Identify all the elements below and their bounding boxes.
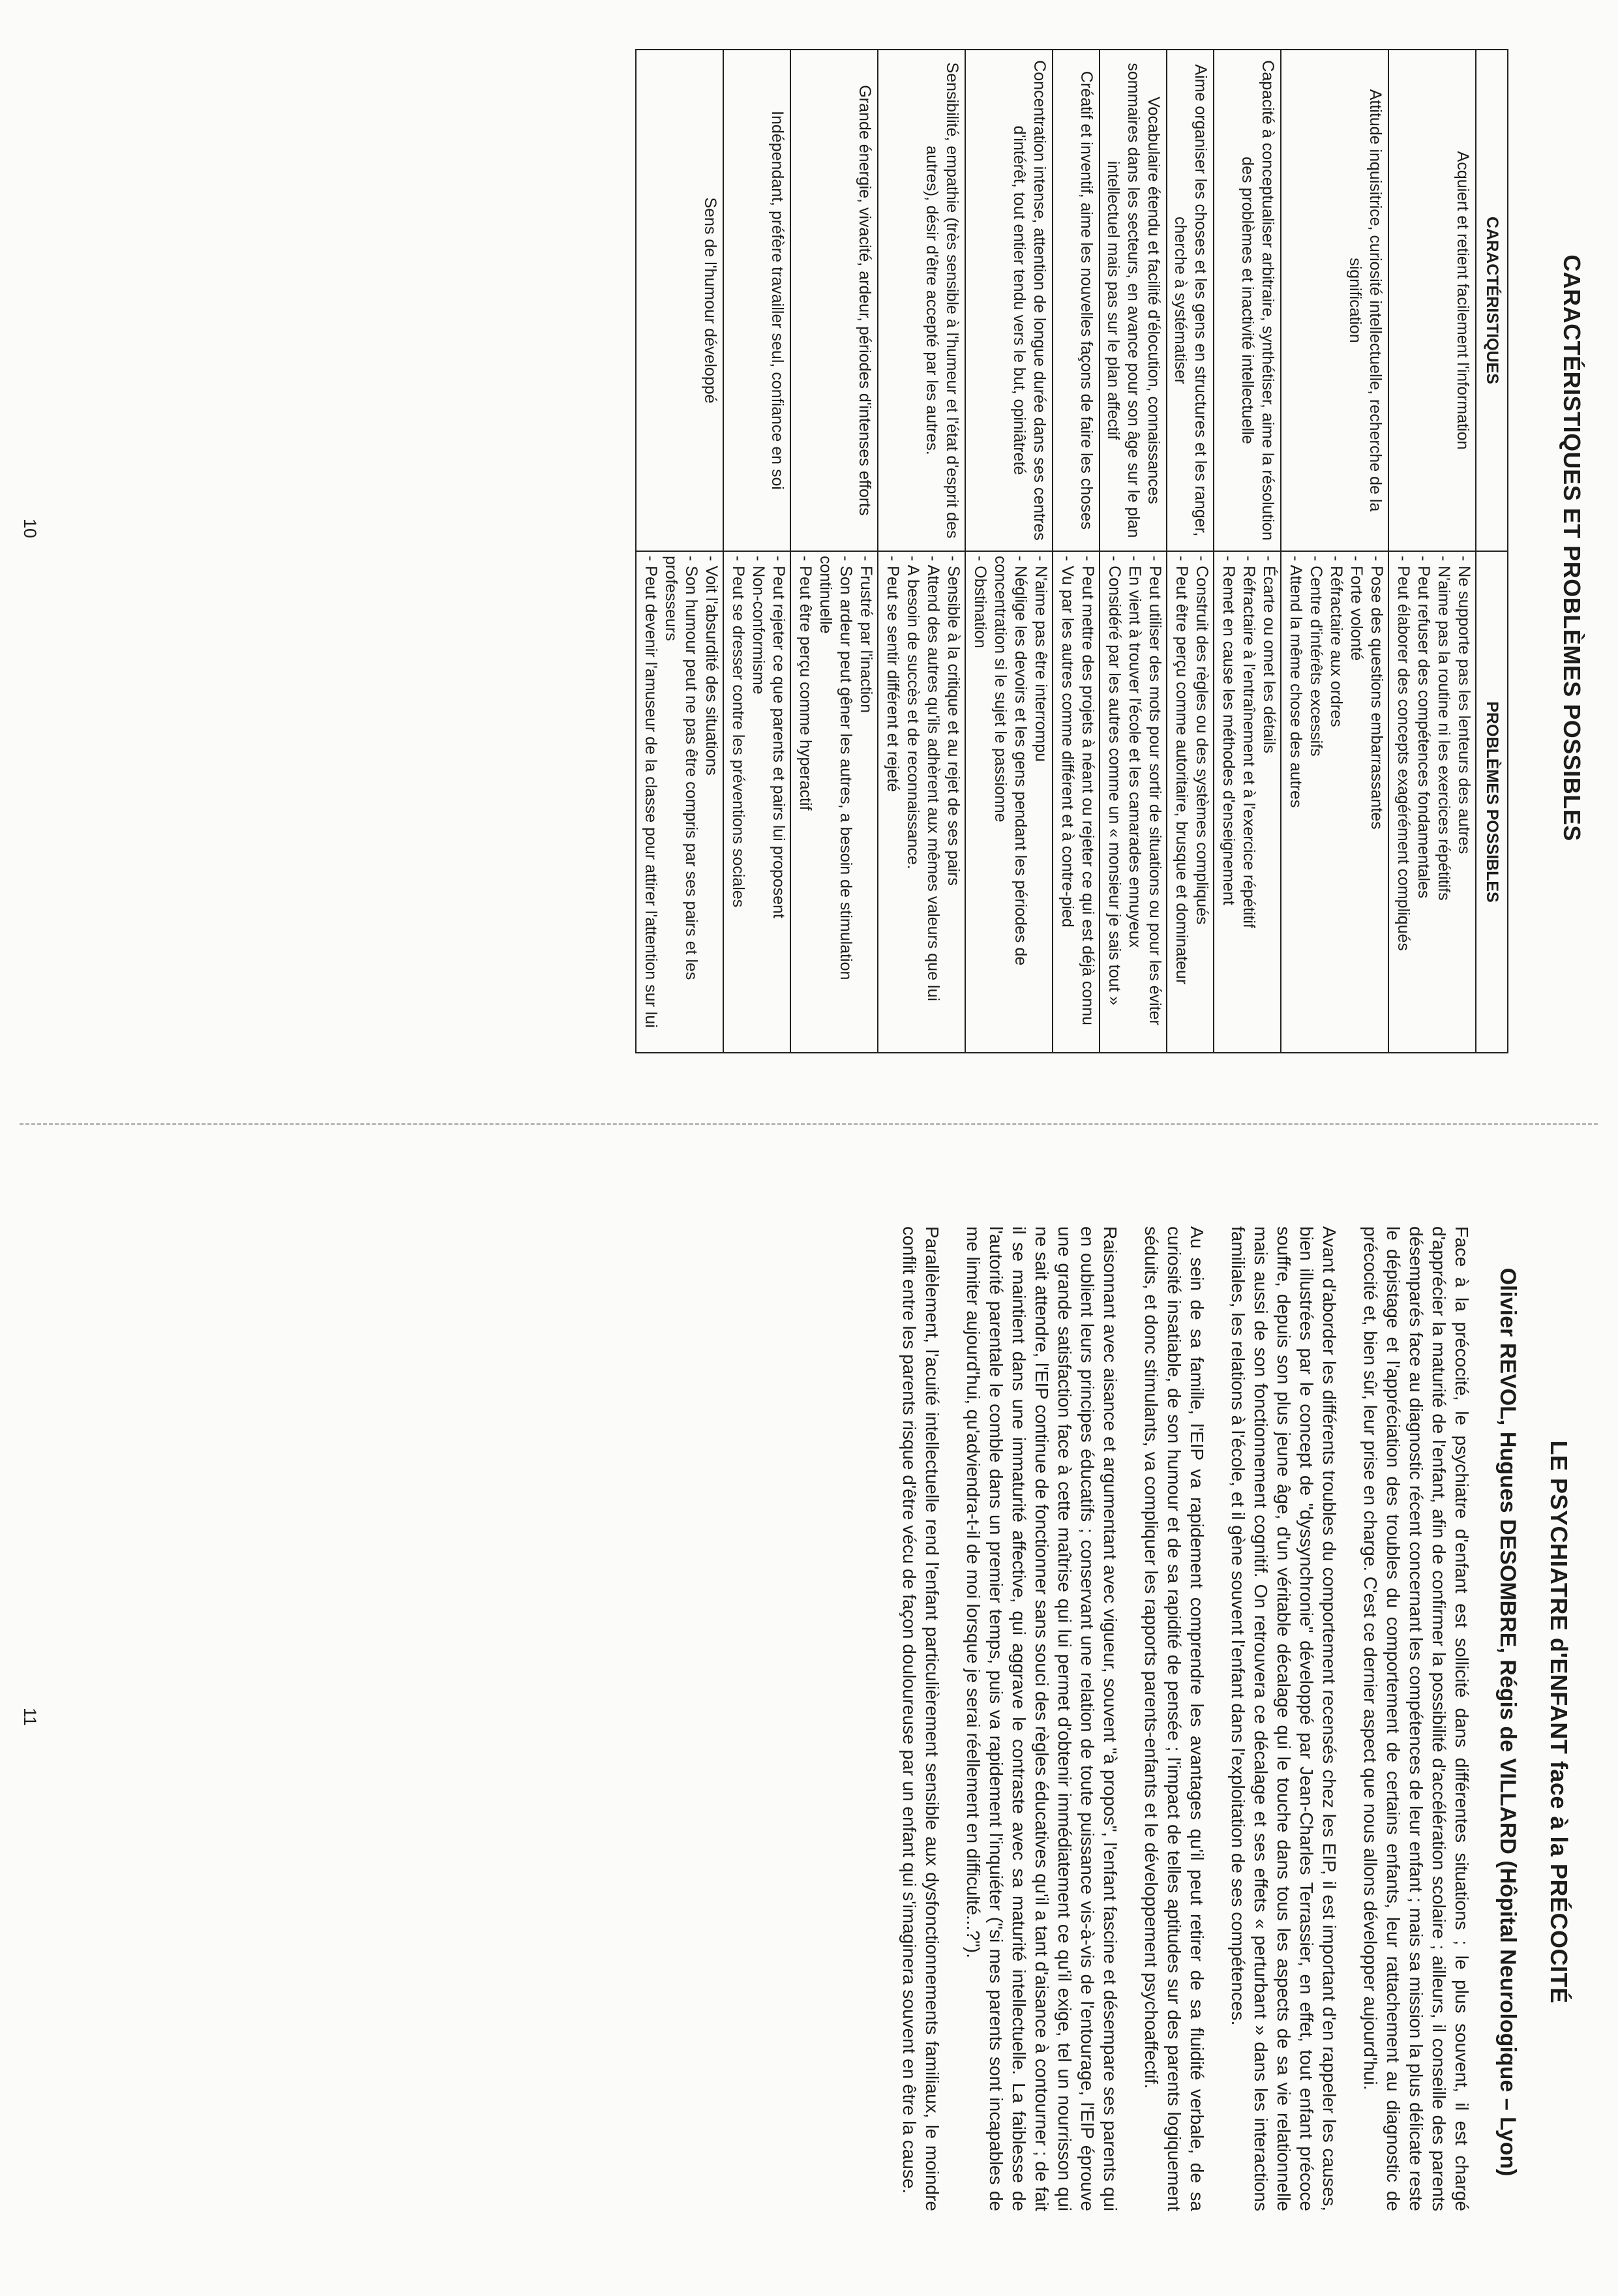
problem-item: - Considéré par les autres comme un « monsieur je sais tout » bbox=[1105, 556, 1124, 1006]
problem-item: - Réfractaire aux ordres bbox=[1327, 556, 1345, 727]
characteristic-cell: Indépendant, préfère travailler seul, confiance en soi bbox=[723, 50, 790, 551]
problem-item: - Peut rejeter ce que parents et pairs lui proposent bbox=[770, 556, 788, 918]
article-paragraph: Au sein de sa famille, l'EIP va rapidement comprendre les avantages qu'il peut retirer de sa fluidité verbale, de sa curiosité insatiable, de son humour et de sa rapidité de pensée ; l'impact de telles aptitudes sur des parents logiquement séduits, et donc stimulants, va compliquer les rapports parents-enfants et le développement psychoaffectif. bbox=[1141, 1226, 1207, 2211]
table-row bbox=[878, 50, 965, 1053]
problem-item: - Écarte ou omet les détails bbox=[1260, 556, 1278, 753]
article-body bbox=[880, 1226, 1473, 2211]
table-row bbox=[1388, 50, 1476, 1053]
article-title: LE PSYCHIATRE d'ENFANT face à la PRÉCOCITÉ bbox=[1546, 1440, 1572, 2004]
problem-item: - Peut utiliser des mots pour sortir de situations ou pour les éviter bbox=[1146, 556, 1164, 1025]
problem-item: - Peut devenir l'amuseur de la classe pour attirer l'attention sur lui bbox=[642, 556, 660, 1028]
article-authors: Olivier REVOL, Hugues DESOMBRE, Régis de VILLARD (Hôpital Neurologique – Lyon) bbox=[1495, 1267, 1520, 2177]
problem-item: - A besoin de succès et de reconnaissance. bbox=[904, 556, 922, 869]
problem-item: - Réfractaire à l'entraînement et à l'exercice répétitif bbox=[1240, 556, 1258, 928]
problems-cell bbox=[1167, 551, 1214, 1053]
characteristic-cell: Capacité à conceptualiser arbitraire, synthétiser, aime la résolution des problèmes et inactivité intellectuelle bbox=[1214, 50, 1281, 551]
problem-item: - Peut refuser des compétences fondamentales bbox=[1415, 556, 1433, 899]
problem-item: - Peut se dresser contre les préventions sociales bbox=[729, 556, 747, 908]
problem-item: - Peut se sentir différent et rejeté bbox=[884, 556, 902, 793]
characteristic-cell: Créatif et inventif, aime les nouvelles façons de faire les choses bbox=[1053, 50, 1100, 551]
page-11 bbox=[0, 1148, 1618, 2296]
problem-item: - N'aime pas la routine ni les exercices répétitifs bbox=[1435, 556, 1453, 901]
page-number-11: 11 bbox=[20, 1708, 40, 1727]
problems-cell bbox=[878, 551, 965, 1053]
table-row bbox=[1167, 50, 1214, 1053]
problems-cell bbox=[1100, 551, 1167, 1053]
characteristic-cell: Sens de l'humour développé bbox=[636, 50, 723, 551]
problem-item: - Son humour peut ne pas être compris par ses pairs et les professeurs bbox=[662, 556, 700, 980]
problem-item: - Peut être perçu comme hyperactif bbox=[796, 556, 815, 811]
table-row bbox=[1214, 50, 1281, 1053]
problems-cell bbox=[1388, 551, 1476, 1053]
problem-item: - Peut élaborer des concepts exagérément compliqués bbox=[1394, 556, 1413, 951]
problems-cell bbox=[723, 551, 790, 1053]
problems-cell bbox=[636, 551, 723, 1053]
problems-cell bbox=[1281, 551, 1388, 1053]
characteristic-cell: Grande énergie, vivacité, ardeur, périodes d'intenses efforts bbox=[790, 50, 878, 551]
table-title: CARACTÉRISTIQUES ET PROBLÈMES POSSIBLES bbox=[1559, 254, 1585, 841]
article-paragraph: Avant d'aborder les différents troubles du comportement recensés chez les EIP, il est important d'en rappeler les causes, bien illustrées par le concept de "dyssynchronie" développé par Jean-Charles Terrassier, en effet, tout enfant précoce souffre, depuis son plus jeune âge, d'un véritable décalage qui le touche dans tous les aspects de sa vie relationnelle mais aussi de son fonctionnement cognitif. On retrouvera ce décalage et ses effets « perturbant » dans les interactions familiales, les relations à l'école, et il gène souvent l'enfant dans l'exploitation de ses compétences. bbox=[1228, 1226, 1340, 2211]
header-characteristics: CARACTÉRISTIQUES bbox=[1476, 50, 1508, 551]
table-row bbox=[1100, 50, 1167, 1053]
problems-cell bbox=[790, 551, 878, 1053]
problems-cell bbox=[1053, 551, 1100, 1053]
problem-item: - Peut être perçu comme autoritaire, brusque et dominateur bbox=[1173, 556, 1191, 985]
problems-cell bbox=[965, 551, 1053, 1053]
problem-item: - Néglige les devoirs et les gens pendant les périodes de concentration si le sujet le passionne bbox=[991, 556, 1030, 966]
problem-item: - Sensible à la critique et au rejet de ses pairs bbox=[944, 556, 963, 886]
problem-item: - Centre d'intérêts excessifs bbox=[1307, 556, 1325, 757]
problem-item: - Forte volonté bbox=[1347, 556, 1366, 661]
page-fold-divider bbox=[20, 1123, 1598, 1125]
problem-item: - Construit des règles ou des systèmes compliqués bbox=[1193, 556, 1211, 925]
table-row bbox=[965, 50, 1053, 1053]
article-paragraph: Face à la précocité, le psychiatre d'enfant est sollicité dans différentes situations ; le plus souvent, il est chargé d'apprécier la maturité de l'enfant, afin de confirmer la possibilité d'accélération scolaire ; ailleurs, il conseille des parents désemparés face au diagnostic récent concernant les compétences de leur enfant ; mais sa mission la plus délicate reste le dépistage et l'appréciation des troubles du comportement de certains enfants, leur rattachement au diagnostic de précocité et, bien sûr, leur prise en charge. C'est ce dernier aspect que nous allons développer aujourd'hui. bbox=[1360, 1226, 1472, 2211]
problem-item: - Remet en cause les méthodes d'enseignement bbox=[1220, 556, 1238, 905]
characteristic-cell: Vocabulaire étendu et facilité d'élocution, connaissances sommaires dans les secteurs, en avance pour son âge sur le plan intellectuel mais pas sur le plan affectif bbox=[1100, 50, 1167, 551]
problem-item: - Attend la même chose des autres bbox=[1287, 556, 1305, 808]
problem-item: - Pose des questions embarrassantes bbox=[1368, 556, 1386, 830]
problem-item: - En vient à trouver l'école et les camarades ennuyeux bbox=[1126, 556, 1144, 948]
problem-item: - Vu par les autres comme différent et à contre-pied bbox=[1058, 556, 1077, 928]
table-row bbox=[1053, 50, 1100, 1053]
characteristic-cell: Sensibilité, empathie (très sensible à l'humeur et l'état d'esprit des autres), désir d'être accepté par les autres. bbox=[878, 50, 965, 551]
header-problems: PROBLÈMES POSSIBLES bbox=[1476, 551, 1508, 1053]
problem-item: - Peut mettre des projets à néant ou rejeter ce qui est déjà connu bbox=[1079, 556, 1097, 1025]
table-row bbox=[1281, 50, 1388, 1053]
problems-cell bbox=[1214, 551, 1281, 1053]
page-number-10: 10 bbox=[20, 519, 40, 539]
characteristic-cell: Acquiert et retient facilement l'information bbox=[1388, 50, 1476, 551]
problem-item: - Obstination bbox=[971, 556, 989, 648]
problem-item: - Son ardeur peut gêner les autres, a besoin de stimulation continuelle bbox=[816, 556, 855, 980]
characteristic-cell: Concentration intense, attention de longue durée dans ses centres d'intérêt, tout entier tendu vers le but, opiniâtreté bbox=[965, 50, 1053, 551]
problem-item: - Attend des autres qu'ils adhèrent aux mêmes valeurs que lui bbox=[924, 556, 942, 1001]
table-row bbox=[723, 50, 790, 1053]
problem-item: - Ne supporte pas les lenteurs des autres bbox=[1455, 556, 1473, 854]
problem-item: - Voit l'absurdité des situations bbox=[702, 556, 721, 776]
table-row bbox=[790, 50, 878, 1053]
problem-item: - N'aime pas être interrompu bbox=[1032, 556, 1050, 763]
table-row bbox=[636, 50, 723, 1053]
article-paragraph: Raisonnant avec aisance et argumentant avec vigueur, souvent "à propos", l'enfant fascine et désempare ses parents qui en oublient leurs principes éducatifs ; conservant une relation de toute puissance vis-à-vis de l'entourage, l'EIP éprouve une grande satisfaction face à cette maîtrise qui lui permet d'obtenir immédiatement ce qu'il exige, tel un nourrisson qui ne sait attendre, l'EIP continue de fonctionner sans souci des règles éducatives qu'il a tant d'aisance à contourner ; de fait il se maintient dans une immaturité affective, qui aggrave le contraste avec sa maturité intellectuelle. La faiblesse de l'autorité parentale le comble dans un premier temps, puis va rapidement l'inquiéter ("si mes parents sont incapables de me limiter aujourd'hui, qu'adviendra-t-il de moi lorsque je serai réellement en difficulté...?"). bbox=[963, 1226, 1120, 2211]
article-paragraph: Parallèlement, l'acuité intellectuelle rend l'enfant particulièrement sensible aux dysfonctionnements familiaux, le moindre conflit entre les parents risque d'être vécu de façon douloureuse par un enfant qui s'imaginera souvent en être la cause. bbox=[899, 1226, 942, 2211]
page-10 bbox=[0, 0, 1618, 1102]
table-header-row bbox=[1476, 50, 1508, 1053]
characteristics-table bbox=[635, 49, 1508, 1053]
problem-item: - Frustré par l'inaction bbox=[857, 556, 875, 713]
characteristic-cell: Attitude inquisitrice, curiosité intellectuelle, recherche de la signification bbox=[1281, 50, 1388, 551]
characteristic-cell: Aime organiser les choses et les gens en structures et les ranger, cherche à systématiser bbox=[1167, 50, 1214, 551]
problem-item: - Non-conformisme bbox=[749, 556, 768, 695]
